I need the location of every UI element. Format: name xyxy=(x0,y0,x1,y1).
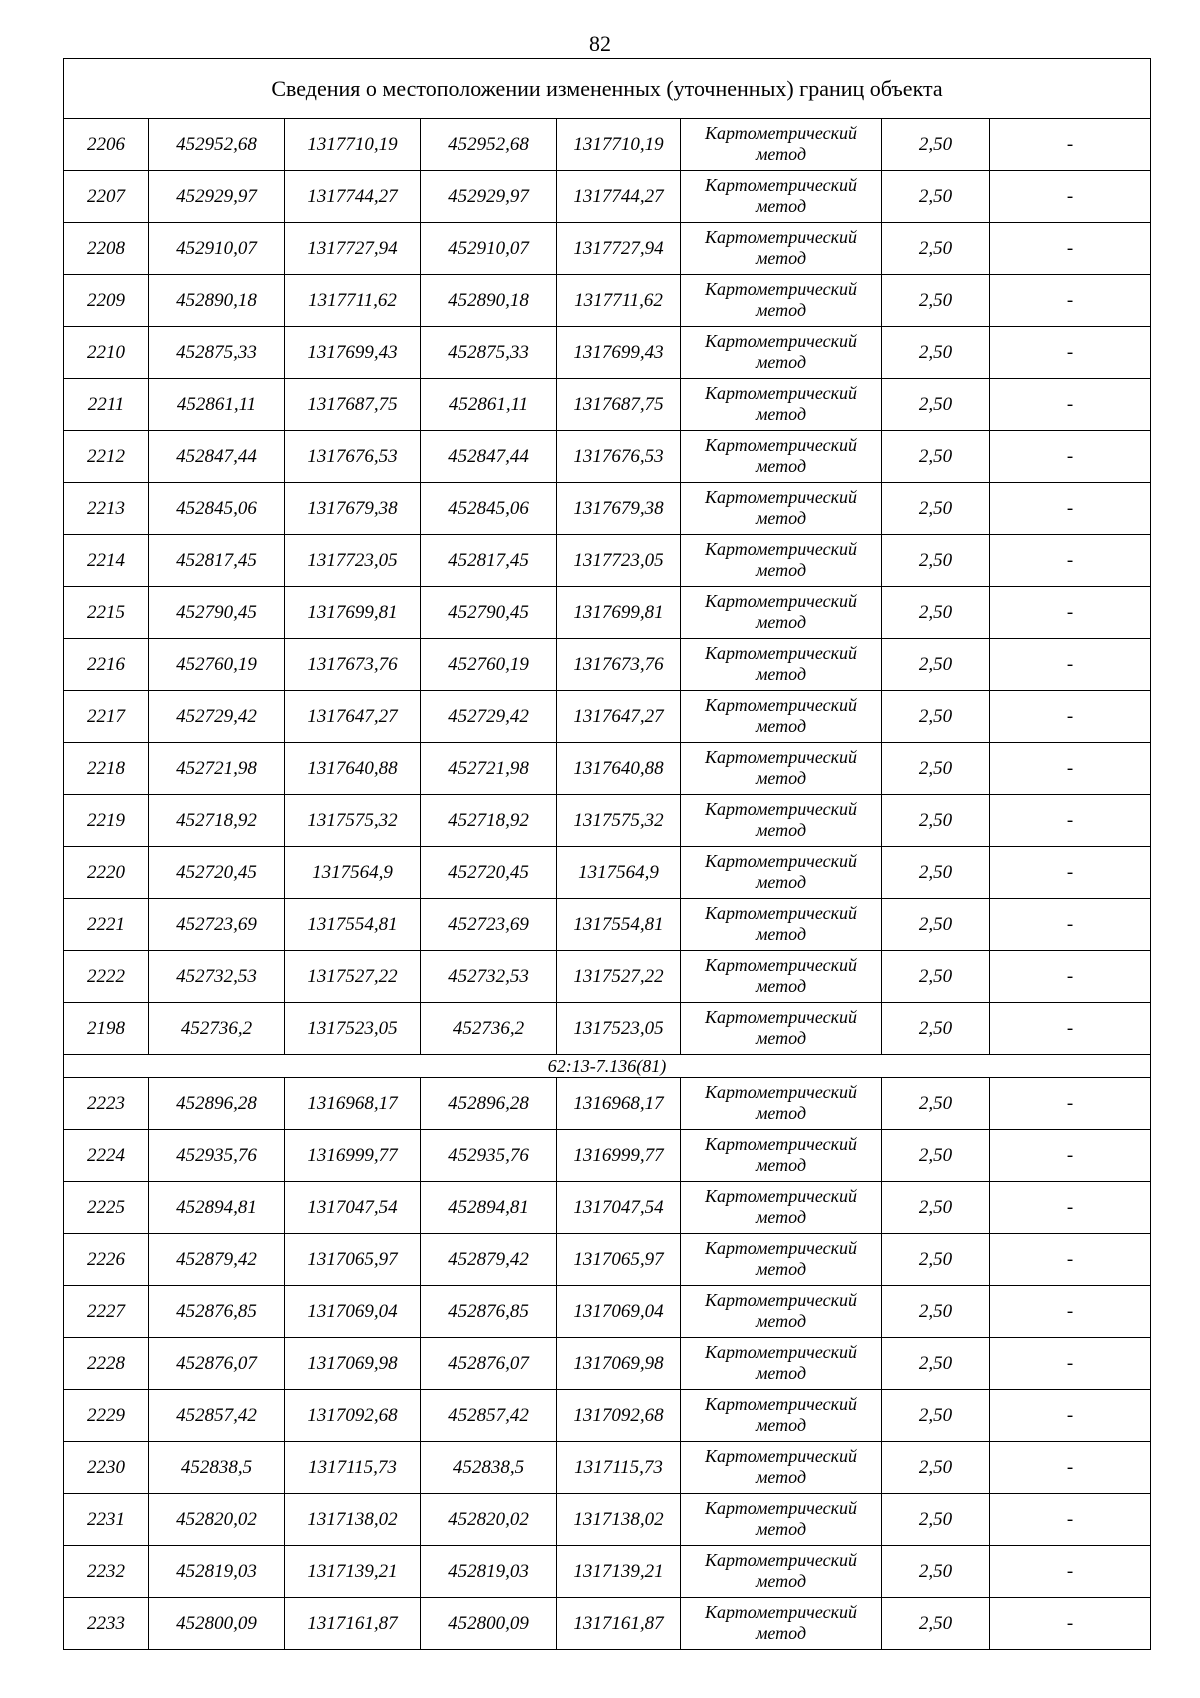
method-cell: Картометрический метод xyxy=(681,171,882,223)
method-cell: Картометрический метод xyxy=(681,587,882,639)
new-x-cell: 452935,76 xyxy=(421,1130,557,1182)
section-label: 62:13-7.136(81) xyxy=(64,1055,1151,1078)
new-y-cell: 1316968,17 xyxy=(557,1078,681,1130)
table-row xyxy=(64,1390,1151,1442)
new-y-cell: 1317723,05 xyxy=(557,535,681,587)
description-cell: - xyxy=(990,847,1151,899)
accuracy-cell: 2,50 xyxy=(882,1442,990,1494)
accuracy-cell: 2,50 xyxy=(882,587,990,639)
new-x-cell: 452800,09 xyxy=(421,1598,557,1650)
new-x-cell: 452890,18 xyxy=(421,275,557,327)
existing-y-cell: 1317673,76 xyxy=(285,639,421,691)
method-cell: Картометрический метод xyxy=(681,795,882,847)
existing-y-cell: 1317138,02 xyxy=(285,1494,421,1546)
description-cell: - xyxy=(990,379,1151,431)
new-y-cell: 1317069,04 xyxy=(557,1286,681,1338)
method-cell: Картометрический метод xyxy=(681,1494,882,1546)
point-number-cell: 2214 xyxy=(64,535,149,587)
description-cell: - xyxy=(990,1390,1151,1442)
accuracy-cell: 2,50 xyxy=(882,431,990,483)
method-cell: Картометрический метод xyxy=(681,535,882,587)
description-cell: - xyxy=(990,795,1151,847)
table-row xyxy=(64,951,1151,1003)
accuracy-cell: 2,50 xyxy=(882,639,990,691)
new-x-cell: 452723,69 xyxy=(421,899,557,951)
accuracy-cell: 2,50 xyxy=(882,795,990,847)
existing-x-cell: 452760,19 xyxy=(149,639,285,691)
point-number-cell: 2217 xyxy=(64,691,149,743)
existing-y-cell: 1317139,21 xyxy=(285,1546,421,1598)
description-cell: - xyxy=(990,1130,1151,1182)
new-y-cell: 1317092,68 xyxy=(557,1390,681,1442)
new-x-cell: 452876,85 xyxy=(421,1286,557,1338)
table-row xyxy=(64,1130,1151,1182)
new-y-cell: 1317575,32 xyxy=(557,795,681,847)
description-cell: - xyxy=(990,587,1151,639)
description-cell: - xyxy=(990,1598,1151,1650)
table-row xyxy=(64,1182,1151,1234)
point-number-cell: 2222 xyxy=(64,951,149,1003)
method-cell: Картометрический метод xyxy=(681,327,882,379)
new-x-cell: 452736,2 xyxy=(421,1003,557,1055)
existing-y-cell: 1317679,38 xyxy=(285,483,421,535)
description-cell: - xyxy=(990,1078,1151,1130)
existing-x-cell: 452800,09 xyxy=(149,1598,285,1650)
new-y-cell: 1317138,02 xyxy=(557,1494,681,1546)
new-y-cell: 1317647,27 xyxy=(557,691,681,743)
description-cell: - xyxy=(990,691,1151,743)
existing-x-cell: 452817,45 xyxy=(149,535,285,587)
existing-y-cell: 1317710,19 xyxy=(285,119,421,171)
new-y-cell: 1317047,54 xyxy=(557,1182,681,1234)
description-cell: - xyxy=(990,1003,1151,1055)
point-number-cell: 2225 xyxy=(64,1182,149,1234)
table-title-row xyxy=(64,59,1151,119)
description-cell: - xyxy=(990,431,1151,483)
existing-y-cell: 1317687,75 xyxy=(285,379,421,431)
new-x-cell: 452718,92 xyxy=(421,795,557,847)
description-cell: - xyxy=(990,743,1151,795)
new-x-cell: 452720,45 xyxy=(421,847,557,899)
new-y-cell: 1317115,73 xyxy=(557,1442,681,1494)
boundary-coordinates-table xyxy=(63,58,1151,1650)
existing-y-cell: 1317069,04 xyxy=(285,1286,421,1338)
point-number-cell: 2228 xyxy=(64,1338,149,1390)
table-row xyxy=(64,1078,1151,1130)
accuracy-cell: 2,50 xyxy=(882,951,990,1003)
new-x-cell: 452845,06 xyxy=(421,483,557,535)
new-y-cell: 1317699,43 xyxy=(557,327,681,379)
description-cell: - xyxy=(990,535,1151,587)
existing-x-cell: 452875,33 xyxy=(149,327,285,379)
description-cell: - xyxy=(990,1182,1151,1234)
existing-x-cell: 452721,98 xyxy=(149,743,285,795)
table-row xyxy=(64,847,1151,899)
existing-x-cell: 452896,28 xyxy=(149,1078,285,1130)
new-y-cell: 1317699,81 xyxy=(557,587,681,639)
new-y-cell: 1317564,9 xyxy=(557,847,681,899)
existing-y-cell: 1317676,53 xyxy=(285,431,421,483)
new-x-cell: 452876,07 xyxy=(421,1338,557,1390)
existing-y-cell: 1317161,87 xyxy=(285,1598,421,1650)
accuracy-cell: 2,50 xyxy=(882,1494,990,1546)
new-y-cell: 1317640,88 xyxy=(557,743,681,795)
description-cell: - xyxy=(990,1442,1151,1494)
point-number-cell: 2221 xyxy=(64,899,149,951)
table-row xyxy=(64,587,1151,639)
existing-y-cell: 1316999,77 xyxy=(285,1130,421,1182)
existing-y-cell: 1317115,73 xyxy=(285,1442,421,1494)
method-cell: Картометрический метод xyxy=(681,1234,882,1286)
point-number-cell: 2226 xyxy=(64,1234,149,1286)
table-row xyxy=(64,171,1151,223)
table-row xyxy=(64,795,1151,847)
new-x-cell: 452896,28 xyxy=(421,1078,557,1130)
existing-x-cell: 452718,92 xyxy=(149,795,285,847)
accuracy-cell: 2,50 xyxy=(882,119,990,171)
point-number-cell: 2231 xyxy=(64,1494,149,1546)
existing-y-cell: 1317092,68 xyxy=(285,1390,421,1442)
point-number-cell: 2220 xyxy=(64,847,149,899)
existing-y-cell: 1317065,97 xyxy=(285,1234,421,1286)
existing-y-cell: 1317647,27 xyxy=(285,691,421,743)
accuracy-cell: 2,50 xyxy=(882,1598,990,1650)
method-cell: Картометрический метод xyxy=(681,1442,882,1494)
existing-x-cell: 452845,06 xyxy=(149,483,285,535)
existing-y-cell: 1317744,27 xyxy=(285,171,421,223)
new-y-cell: 1317673,76 xyxy=(557,639,681,691)
existing-x-cell: 452879,42 xyxy=(149,1234,285,1286)
method-cell: Картометрический метод xyxy=(681,483,882,535)
existing-y-cell: 1317640,88 xyxy=(285,743,421,795)
description-cell: - xyxy=(990,171,1151,223)
table-row xyxy=(64,1546,1151,1598)
accuracy-cell: 2,50 xyxy=(882,1338,990,1390)
table-row xyxy=(64,691,1151,743)
page-number: 82 xyxy=(589,31,611,56)
new-y-cell: 1317744,27 xyxy=(557,171,681,223)
description-cell: - xyxy=(990,223,1151,275)
table-row xyxy=(64,899,1151,951)
table-row xyxy=(64,379,1151,431)
new-x-cell: 452929,97 xyxy=(421,171,557,223)
existing-x-cell: 452732,53 xyxy=(149,951,285,1003)
existing-x-cell: 452847,44 xyxy=(149,431,285,483)
accuracy-cell: 2,50 xyxy=(882,1182,990,1234)
method-cell: Картометрический метод xyxy=(681,1003,882,1055)
new-y-cell: 1317679,38 xyxy=(557,483,681,535)
accuracy-cell: 2,50 xyxy=(882,1546,990,1598)
point-number-cell: 2224 xyxy=(64,1130,149,1182)
existing-y-cell: 1317564,9 xyxy=(285,847,421,899)
existing-x-cell: 452857,42 xyxy=(149,1390,285,1442)
method-cell: Картометрический метод xyxy=(681,1078,882,1130)
table-row xyxy=(64,1003,1151,1055)
description-cell: - xyxy=(990,1494,1151,1546)
description-cell: - xyxy=(990,275,1151,327)
method-cell: Картометрический метод xyxy=(681,1338,882,1390)
description-cell: - xyxy=(990,951,1151,1003)
description-cell: - xyxy=(990,483,1151,535)
point-number-cell: 2213 xyxy=(64,483,149,535)
method-cell: Картометрический метод xyxy=(681,1598,882,1650)
table-row xyxy=(64,275,1151,327)
existing-x-cell: 452876,85 xyxy=(149,1286,285,1338)
method-cell: Картометрический метод xyxy=(681,951,882,1003)
description-cell: - xyxy=(990,639,1151,691)
table-row xyxy=(64,327,1151,379)
method-cell: Картометрический метод xyxy=(681,1546,882,1598)
new-x-cell: 452819,03 xyxy=(421,1546,557,1598)
new-x-cell: 452910,07 xyxy=(421,223,557,275)
method-cell: Картометрический метод xyxy=(681,1182,882,1234)
table-row xyxy=(64,483,1151,535)
existing-y-cell: 1317699,81 xyxy=(285,587,421,639)
point-number-cell: 2206 xyxy=(64,119,149,171)
table-row xyxy=(64,1338,1151,1390)
method-cell: Картометрический метод xyxy=(681,639,882,691)
table-row xyxy=(64,1286,1151,1338)
accuracy-cell: 2,50 xyxy=(882,1390,990,1442)
accuracy-cell: 2,50 xyxy=(882,223,990,275)
existing-x-cell: 452819,03 xyxy=(149,1546,285,1598)
point-number-cell: 2229 xyxy=(64,1390,149,1442)
point-number-cell: 2211 xyxy=(64,379,149,431)
method-cell: Картометрический метод xyxy=(681,1130,882,1182)
new-x-cell: 452857,42 xyxy=(421,1390,557,1442)
new-x-cell: 452861,11 xyxy=(421,379,557,431)
new-x-cell: 452760,19 xyxy=(421,639,557,691)
point-number-cell: 2230 xyxy=(64,1442,149,1494)
existing-y-cell: 1317575,32 xyxy=(285,795,421,847)
existing-y-cell: 1317554,81 xyxy=(285,899,421,951)
table-row xyxy=(64,1494,1151,1546)
accuracy-cell: 2,50 xyxy=(882,743,990,795)
description-cell: - xyxy=(990,899,1151,951)
point-number-cell: 2208 xyxy=(64,223,149,275)
accuracy-cell: 2,50 xyxy=(882,535,990,587)
new-x-cell: 452820,02 xyxy=(421,1494,557,1546)
description-cell: - xyxy=(990,1338,1151,1390)
point-number-cell: 2218 xyxy=(64,743,149,795)
existing-x-cell: 452929,97 xyxy=(149,171,285,223)
new-y-cell: 1317687,75 xyxy=(557,379,681,431)
accuracy-cell: 2,50 xyxy=(882,1286,990,1338)
existing-y-cell: 1317727,94 xyxy=(285,223,421,275)
new-x-cell: 452729,42 xyxy=(421,691,557,743)
new-x-cell: 452952,68 xyxy=(421,119,557,171)
new-y-cell: 1317069,98 xyxy=(557,1338,681,1390)
accuracy-cell: 2,50 xyxy=(882,847,990,899)
existing-y-cell: 1317047,54 xyxy=(285,1182,421,1234)
new-x-cell: 452732,53 xyxy=(421,951,557,1003)
table-row xyxy=(64,1234,1151,1286)
existing-y-cell: 1317699,43 xyxy=(285,327,421,379)
table-row xyxy=(64,1598,1151,1650)
method-cell: Картометрический метод xyxy=(681,223,882,275)
new-y-cell: 1317161,87 xyxy=(557,1598,681,1650)
description-cell: - xyxy=(990,1546,1151,1598)
new-x-cell: 452894,81 xyxy=(421,1182,557,1234)
method-cell: Картометрический метод xyxy=(681,119,882,171)
accuracy-cell: 2,50 xyxy=(882,1078,990,1130)
existing-x-cell: 452820,02 xyxy=(149,1494,285,1546)
table-row xyxy=(64,119,1151,171)
existing-y-cell: 1317527,22 xyxy=(285,951,421,1003)
description-cell: - xyxy=(990,327,1151,379)
existing-x-cell: 452910,07 xyxy=(149,223,285,275)
new-y-cell: 1317139,21 xyxy=(557,1546,681,1598)
method-cell: Картометрический метод xyxy=(681,691,882,743)
point-number-cell: 2207 xyxy=(64,171,149,223)
method-cell: Картометрический метод xyxy=(681,743,882,795)
accuracy-cell: 2,50 xyxy=(882,171,990,223)
accuracy-cell: 2,50 xyxy=(882,1234,990,1286)
point-number-cell: 2227 xyxy=(64,1286,149,1338)
new-x-cell: 452838,5 xyxy=(421,1442,557,1494)
accuracy-cell: 2,50 xyxy=(882,483,990,535)
point-number-cell: 2212 xyxy=(64,431,149,483)
new-y-cell: 1317554,81 xyxy=(557,899,681,951)
method-cell: Картометрический метод xyxy=(681,1390,882,1442)
accuracy-cell: 2,50 xyxy=(882,899,990,951)
existing-x-cell: 452876,07 xyxy=(149,1338,285,1390)
existing-x-cell: 452729,42 xyxy=(149,691,285,743)
existing-y-cell: 1317711,62 xyxy=(285,275,421,327)
point-number-cell: 2219 xyxy=(64,795,149,847)
method-cell: Картометрический метод xyxy=(681,1286,882,1338)
section-header-row xyxy=(64,1055,1151,1078)
table-row xyxy=(64,535,1151,587)
existing-y-cell: 1316968,17 xyxy=(285,1078,421,1130)
new-x-cell: 452847,44 xyxy=(421,431,557,483)
existing-x-cell: 452861,11 xyxy=(149,379,285,431)
existing-x-cell: 452890,18 xyxy=(149,275,285,327)
table-row xyxy=(64,743,1151,795)
description-cell: - xyxy=(990,1286,1151,1338)
table-row xyxy=(64,223,1151,275)
accuracy-cell: 2,50 xyxy=(882,379,990,431)
description-cell: - xyxy=(990,119,1151,171)
existing-x-cell: 452894,81 xyxy=(149,1182,285,1234)
new-x-cell: 452721,98 xyxy=(421,743,557,795)
existing-x-cell: 452952,68 xyxy=(149,119,285,171)
point-number-cell: 2216 xyxy=(64,639,149,691)
point-number-cell: 2223 xyxy=(64,1078,149,1130)
new-y-cell: 1317523,05 xyxy=(557,1003,681,1055)
point-number-cell: 2210 xyxy=(64,327,149,379)
existing-x-cell: 452720,45 xyxy=(149,847,285,899)
accuracy-cell: 2,50 xyxy=(882,327,990,379)
method-cell: Картометрический метод xyxy=(681,899,882,951)
table-title: Сведения о местоположении измененных (уточненных) границ объекта xyxy=(64,59,1151,119)
new-y-cell: 1317727,94 xyxy=(557,223,681,275)
new-y-cell: 1317527,22 xyxy=(557,951,681,1003)
method-cell: Картометрический метод xyxy=(681,431,882,483)
new-x-cell: 452879,42 xyxy=(421,1234,557,1286)
existing-x-cell: 452935,76 xyxy=(149,1130,285,1182)
accuracy-cell: 2,50 xyxy=(882,1130,990,1182)
new-y-cell: 1316999,77 xyxy=(557,1130,681,1182)
existing-y-cell: 1317723,05 xyxy=(285,535,421,587)
existing-x-cell: 452838,5 xyxy=(149,1442,285,1494)
existing-y-cell: 1317523,05 xyxy=(285,1003,421,1055)
new-y-cell: 1317711,62 xyxy=(557,275,681,327)
method-cell: Картометрический метод xyxy=(681,379,882,431)
new-x-cell: 452790,45 xyxy=(421,587,557,639)
table-row xyxy=(64,639,1151,691)
new-y-cell: 1317065,97 xyxy=(557,1234,681,1286)
existing-y-cell: 1317069,98 xyxy=(285,1338,421,1390)
point-number-cell: 2209 xyxy=(64,275,149,327)
point-number-cell: 2233 xyxy=(64,1598,149,1650)
new-y-cell: 1317676,53 xyxy=(557,431,681,483)
existing-x-cell: 452723,69 xyxy=(149,899,285,951)
description-cell: - xyxy=(990,1234,1151,1286)
existing-x-cell: 452790,45 xyxy=(149,587,285,639)
new-x-cell: 452875,33 xyxy=(421,327,557,379)
method-cell: Картометрический метод xyxy=(681,847,882,899)
new-x-cell: 452817,45 xyxy=(421,535,557,587)
point-number-cell: 2215 xyxy=(64,587,149,639)
method-cell: Картометрический метод xyxy=(681,275,882,327)
point-number-cell: 2198 xyxy=(64,1003,149,1055)
accuracy-cell: 2,50 xyxy=(882,691,990,743)
table-row xyxy=(64,1442,1151,1494)
new-y-cell: 1317710,19 xyxy=(557,119,681,171)
point-number-cell: 2232 xyxy=(64,1546,149,1598)
accuracy-cell: 2,50 xyxy=(882,275,990,327)
existing-x-cell: 452736,2 xyxy=(149,1003,285,1055)
accuracy-cell: 2,50 xyxy=(882,1003,990,1055)
table-row xyxy=(64,431,1151,483)
